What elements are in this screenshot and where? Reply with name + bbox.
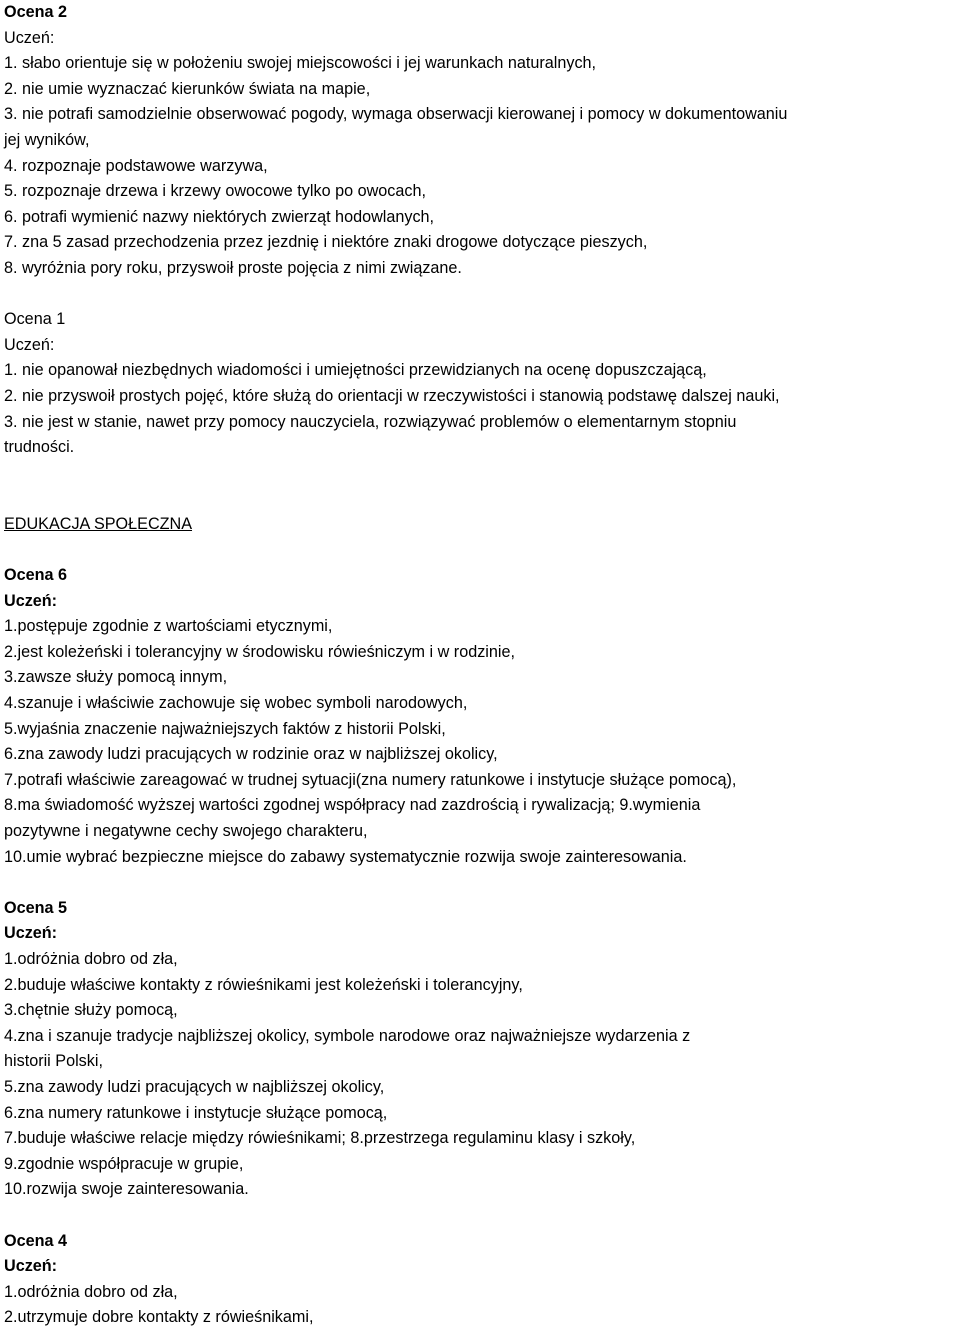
list-item: 2. nie umie wyznaczać kierunków świata na mapie, <box>4 79 371 98</box>
list-item: 1.postępuje zgodnie z wartościami etycznymi, <box>4 617 333 636</box>
student-label: Uczeń: <box>4 591 58 610</box>
list-item: 10.rozwija swoje zainteresowania. <box>4 1180 249 1199</box>
list-item: 5.zna zawody ludzi pracujących w najbliższej okolicy, <box>4 1077 385 1096</box>
spacer <box>4 461 956 512</box>
list-item: 2.utrzymuje dobre kontakty z rówieśnikami, <box>4 1308 314 1327</box>
spacer <box>4 1203 956 1229</box>
list-item: 7.potrafi właściwie zareagować w trudnej sytuacji(zna numery ratunkowe i instytucje służące pomocą), <box>4 770 737 789</box>
list-item: jej wyników, <box>4 130 90 149</box>
list-item: 1. nie opanował niezbędnych wiadomości i umiejętności przewidzianych na ocenę dopuszczającą, <box>4 361 707 380</box>
spacer <box>4 537 956 563</box>
list-item: 1. słabo orientuje się w położeniu swojej miejscowości i jej warunkach naturalnych, <box>4 54 597 73</box>
list-item: 4. rozpoznaje podstawowe warzywa, <box>4 156 268 175</box>
list-item: 7.buduje właściwe relacje między rówieśnikami; 8.przestrzega regulaminu klasy i szkoły, <box>4 1129 636 1148</box>
student-label: Uczeń: <box>4 1257 58 1276</box>
grade-heading: Ocena 6 <box>4 566 67 585</box>
document-page <box>4 0 956 1331</box>
student-label: Uczeń: <box>4 28 55 47</box>
grade-heading: Ocena 4 <box>4 1231 67 1250</box>
list-item: 6.zna zawody ludzi pracujących w rodzinie oraz w najbliższej okolicy, <box>4 745 498 764</box>
student-label: Uczeń: <box>4 335 55 354</box>
grade-heading: Ocena 1 <box>4 310 66 329</box>
spacer <box>4 870 956 896</box>
list-item: 3.chętnie służy pomocą, <box>4 1001 178 1020</box>
list-item: 8. wyróżnia pory roku, przyswoił proste pojęcia z nimi związane. <box>4 258 462 277</box>
list-item: 1.odróżnia dobro od zła, <box>4 949 178 968</box>
list-item: 5.wyjaśnia znaczenie najważniejszych faktów z historii Polski, <box>4 719 446 738</box>
list-item: trudności. <box>4 438 75 457</box>
list-item: 9.zgodnie współpracuje w grupie, <box>4 1154 244 1173</box>
list-item: 6.zna numery ratunkowe i instytucje służące pomocą, <box>4 1103 388 1122</box>
list-item: 3.zawsze służy pomocą innym, <box>4 668 228 687</box>
student-label: Uczeń: <box>4 924 58 943</box>
list-item: 1.odróżnia dobro od zła, <box>4 1282 178 1301</box>
list-item: historii Polski, <box>4 1052 103 1071</box>
list-item: 7. zna 5 zasad przechodzenia przez jezdnię i niektóre znaki drogowe dotyczące pieszych, <box>4 233 648 252</box>
list-item: 8.ma świadomość wyższej wartości zgodnej współpracy nad zazdrością i rywalizacją; 9.wymienia <box>4 796 701 815</box>
list-item: 2. nie przyswoił prostych pojęć, które służą do orientacji w rzeczywistości i stanowią podstawę dalszej nauki, <box>4 386 780 405</box>
list-item: 3. nie jest w stanie, nawet przy pomocy nauczyciela, rozwiązywać problemów o elementarnym stopniu <box>4 412 737 431</box>
list-item: 3. nie potrafi samodzielnie obserwować pogody, wymaga obserwacji kierowanej i pomocy w dokumentowaniu <box>4 105 788 124</box>
list-item: 5. rozpoznaje drzewa i krzewy owocowe tylko po owocach, <box>4 182 426 201</box>
list-item: 6. potrafi wymienić nazwy niektórych zwierząt hodowlanych, <box>4 207 435 226</box>
list-item: 2.jest koleżeński i tolerancyjny w środowisku rówieśniczym i w rodzinie, <box>4 642 515 661</box>
list-item: 4.zna i szanuje tradycje najbliższej okolicy, symbole narodowe oraz najważniejsze wydarzenia z <box>4 1026 691 1045</box>
list-item: 10.umie wybrać bezpieczne miejsce do zabawy systematycznie rozwija swoje zainteresowania. <box>4 847 687 866</box>
grade-heading: Ocena 5 <box>4 898 67 917</box>
grade-heading: Ocena 2 <box>4 3 67 21</box>
spacer <box>4 282 956 308</box>
section-heading: EDUKACJA SPOŁECZNA <box>4 514 193 533</box>
list-item: 4.szanuje i właściwie zachowuje się wobec symboli narodowych, <box>4 694 468 713</box>
list-item: 2.buduje właściwe kontakty z rówieśnikami jest koleżeński i tolerancyjny, <box>4 975 523 994</box>
list-item: pozytywne i negatywne cechy swojego charakteru, <box>4 822 368 840</box>
